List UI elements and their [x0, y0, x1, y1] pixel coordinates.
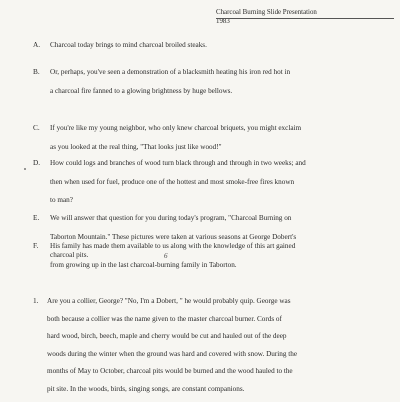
item-text	[50, 41, 396, 60]
text-line: We will answer that question for you during today's program, "Charcoal Burning on	[50, 214, 396, 233]
header-title: Charcoal Burning Slide Presentation	[216, 8, 396, 17]
text-line: Charcoal today brings to mind charcoal broiled steaks.	[50, 41, 396, 60]
header-underline	[216, 18, 394, 19]
text-line: both because a collier was the name given to the master charcoal burner. Cords of	[47, 315, 393, 333]
text-line: hard wood, birch, beech, maple and cherry would be cut and hauled out of the deep	[47, 332, 393, 350]
item-marker: F.	[33, 242, 38, 250]
text-line: to man?	[50, 196, 396, 215]
header-year: 1983	[216, 17, 396, 26]
text-line: pit site. In the woods, birds, singing songs, are constant companions.	[47, 385, 393, 402]
margin-mark	[24, 168, 26, 170]
item-marker: C.	[33, 124, 40, 132]
item-text	[50, 242, 396, 279]
text-line: then when used for fuel, produce one of the hottest and most smoke-free fires known	[50, 178, 396, 197]
item-marker: 1.	[33, 297, 38, 305]
item-text	[50, 68, 396, 105]
text-line: Are you a collier, George? "No, I'm a Dobert, " he would probably quip. George was	[47, 297, 393, 315]
handwritten-annotation: 6	[164, 252, 168, 260]
item-text	[50, 159, 396, 215]
page-header	[216, 8, 396, 26]
text-line: charcoal pits.	[50, 251, 396, 270]
text-line: woods during the winter when the ground was hard and covered with snow. During the	[47, 350, 393, 368]
item-marker: A.	[33, 41, 40, 49]
item-text	[50, 124, 396, 161]
text-line: His family has made them available to us along with the knowledge of this art gained	[50, 242, 396, 261]
text-line: as you looked at the real thing, "That looks just like wood!"	[50, 143, 396, 162]
item-text	[47, 297, 393, 402]
text-line: How could logs and branches of wood turn black through and through in two weeks; and	[50, 159, 396, 178]
item-marker: B.	[33, 68, 40, 76]
text-line: months of May to October, charcoal pits would be burned and the wood hauled to the	[47, 367, 393, 385]
item-marker: D.	[33, 159, 40, 167]
text-line: If you're like my young neighbor, who only knew charcoal briquets, you might exclaim	[50, 124, 396, 143]
text-line: Taborton Mountain." These pictures were taken at various seasons at George Dobert's	[50, 233, 396, 252]
item-marker: E.	[33, 214, 39, 222]
text-line: a charcoal fire fanned to a glowing brightness by huge bellows.	[50, 87, 396, 106]
text-line: from growing up in the last charcoal-burning family in Taborton.	[50, 261, 396, 280]
text-line: Or, perhaps, you've seen a demonstration of a blacksmith heating his iron red hot in	[50, 68, 396, 87]
